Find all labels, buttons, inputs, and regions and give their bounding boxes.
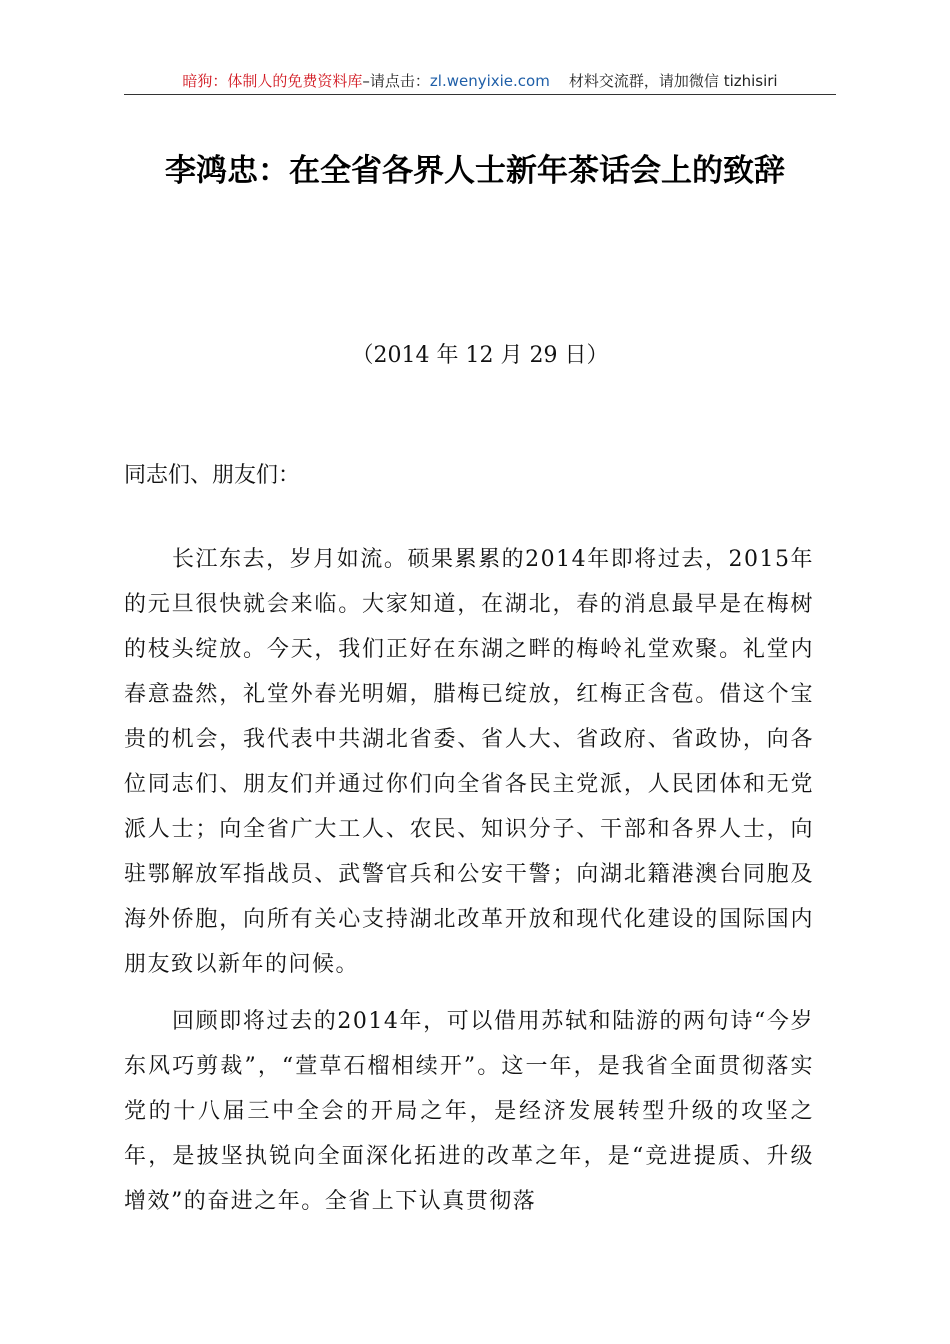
header-contact: 材料交流群，请加微信 tizhisiri [568, 72, 778, 90]
header-click-text: –请点击： [362, 72, 430, 90]
page-header [124, 70, 836, 94]
header-divider [124, 94, 836, 95]
document-date: （2014 年 12 月 29 日） [351, 343, 609, 368]
body-paragraph-2: 回顾即将过去的2014年，可以借用苏轼和陆游的两句诗“今岁东风巧剪裁”，“萱草石榴相续开”。这一年，是我省全面贯彻落实党的十八届三中全会的开局之年，是经济发展转型升级的攻坚之年，是披坚执锐向全面深化拓进的改革之年，是“竞进提质、升级增效”的奋进之年。全省上下认真贯彻落 [124, 1009, 814, 1214]
body-paragraph-1: 长江东去，岁月如流。硕果累累的2014年即将过去，2015年的元旦很快就会来临。大家知道，在湖北，春的消息最早是在梅树的枝头绽放。今天，我们正好在东湖之畔的梅岭礼堂欢聚。礼堂内春意盎然，礼堂外春光明媚，腊梅已绽放，红梅正含苞。借这个宝贵的机会，我代表中共湖北省委、省人大、省政府、省政协，向各位同志们、朋友们并通过你们向全省各民主党派，人民团体和无党派人士；向全省广大工人、农民、知识分子、干部和各界人士，向驻鄂解放军指战员、武警官兵和公安干警；向湖北籍港澳台同胞及海外侨胞，向所有关心支持湖北改革开放和现代化建设的国际国内朋友致以新年的问候。 [124, 547, 814, 977]
header-site-name: 暗狗：体制人的免费资料库 [182, 72, 363, 90]
salutation: 同志们、朋友们： [124, 463, 301, 488]
header-url-link[interactable]: zl.wenyixie.com [429, 72, 550, 90]
document-title: 李鸿忠：在全省各界人士新年茶话会上的致辞 [165, 152, 785, 189]
